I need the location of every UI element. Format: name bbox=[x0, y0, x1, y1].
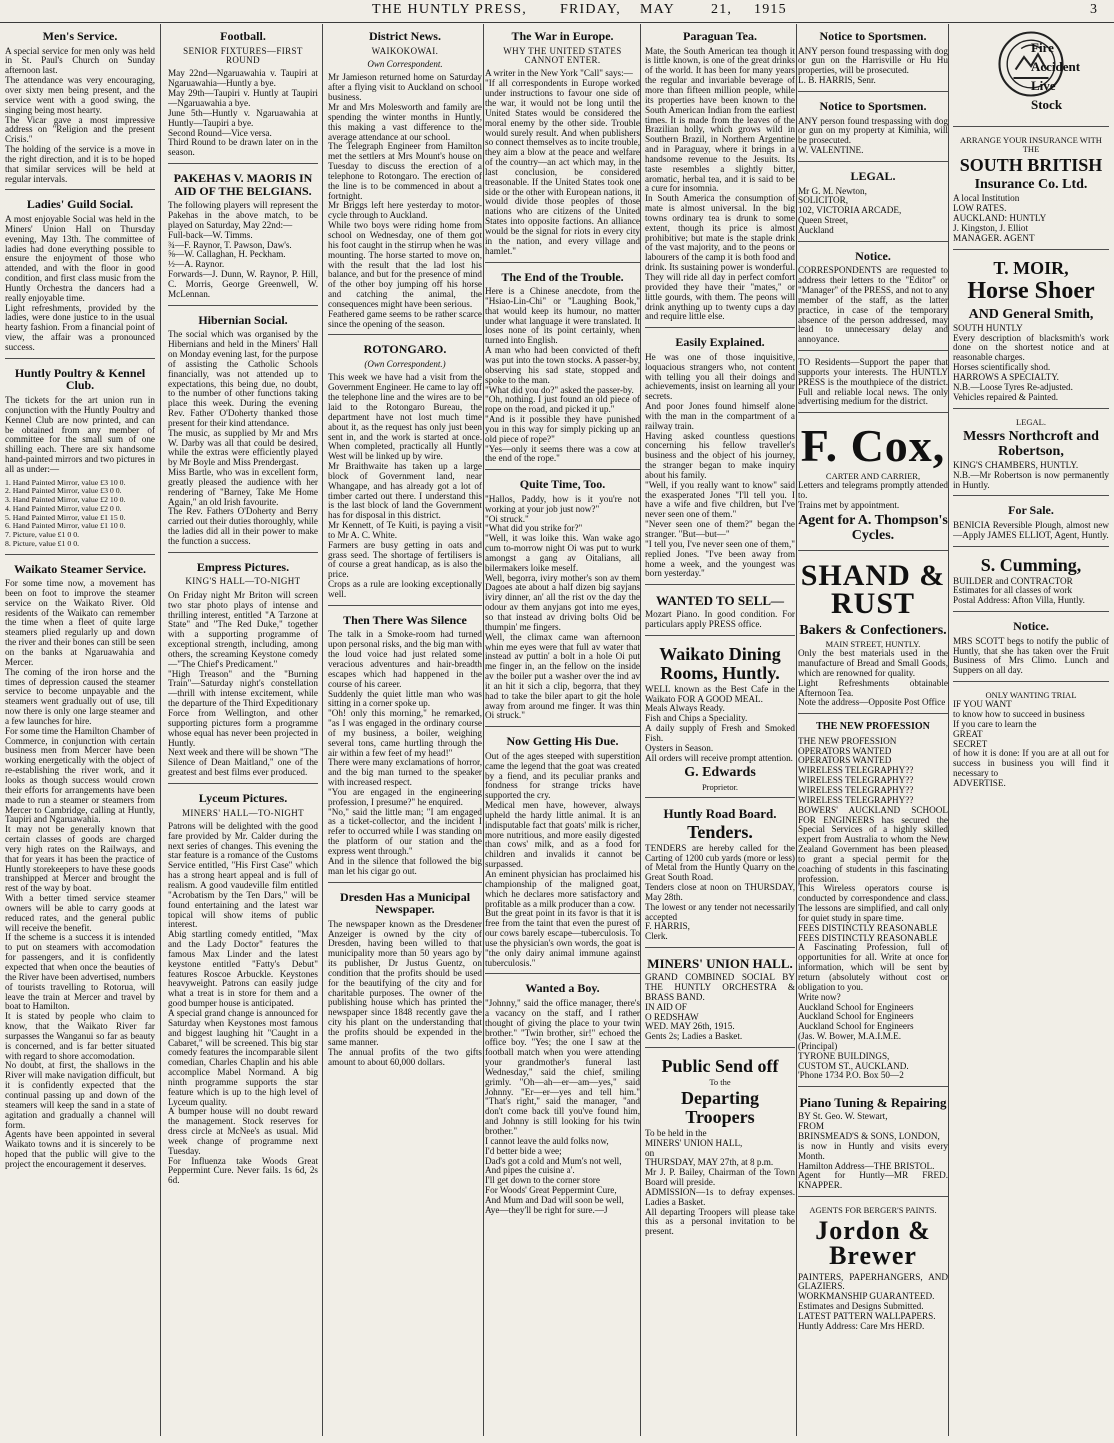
notice-residents bbox=[798, 355, 948, 413]
article-body: Patrons will be delighted with the good fare provided by Mr. Calder during the next series of changes. This evening the star feature is a romance of the Customs Service entitled, "His First Case" which has a strong heart appeal and is full of realism. A good vaudeville film entitled "Acrobatism by the Ten Dars," will be found entertaining and the latest war topical will show items of public interest. Abig startling comedy entitled, "Max and the Lady Doctor" features the famous Max Linder and the latest keystone entitled "Fatty's Debut" features Roscoe Arbuckle. Keystones heavyweight. Patrons can easily judge what a treat is in store for them and a good bumper house is anticipated. A special grand change is announced for Saturday when Keystones most famous and biggest laughing hit "Caught in a Cabaret," will be screened. This big star comedy features the incomparable silent comedian, Charles Chaplin and his able accomplice Mabel Normand. A big ninth programme supports the star feature which is up to the high level of Lyceum quality. A bumper house will no doubt reward the management. Stock reserves for dress circle at McNee's as usual. Mid week change of programme next Tuesday. For Influenza take Woods Great Peppermint Cure. Never fails. 1s 6d, 2s 6d. bbox=[168, 820, 318, 1186]
subheadline: SENIOR FIXTURES—FIRST ROUND bbox=[183, 45, 303, 66]
ad-t-moir bbox=[953, 254, 1109, 409]
article-body: This week we have had a visit from the Government Engineer. He came to lay off the telephone line and the wires are to be laid to the Rotongaro Bureau, the department have not lost much time about it, as the request has only just been sent in, and the work is started at once. When completed, practically all Huntly West will be linked up by wire. Mr Braithwaite has taken up a large block of Government land, near Whangape, and has already got a lot of timber carted out there. I understand this is the last block of land the Government has for disposal in this district. Mr Kennett, of Te Kuiti, is paying a visit to Mr A. C. White. Farmers are busy getting in oats and grass seed. The shortage of fertilisers is of course a great handicap, as is also the price. Crops as a rule are looking exceptionally well. bbox=[328, 372, 482, 599]
notice-body: TO Residents—Support the paper that supports your interests. The HUNTLY PRESS is the mouthpiece of the district. Full and reliable local news. The only advertising medium for the district. bbox=[798, 357, 948, 407]
article-body: The tickets for the art union run in conjunction with the Huntly Poultry and Kennel Club are now printed, and can be obtained from any member of committee for the small sum of one shilling each. There are six handsome hand-painted mirrors and two pictures in all as under:— bbox=[5, 395, 155, 474]
ad-title: T. MOIR, bbox=[993, 257, 1069, 278]
ad-title: ONLY WANTING TRIAL bbox=[985, 690, 1077, 701]
ad-body: Only the best materials used in the manufacture of Bread and Small Goods, which are renowned for quality. Light Refreshments obtainable Afternoon Tea. Note the address—Opposite Post Office bbox=[798, 648, 948, 708]
ad-extra: Agent for A. Thompson's Cycles. bbox=[798, 512, 948, 543]
ad-waikato-dining-rooms bbox=[645, 640, 795, 798]
article-body: Mr Jamieson returned home on Saturday after a flying visit to Auckland on school business. Mr and Mrs Molesworth and family are spending the winter months in Huntly, this making a vast difference to the average attendance at our school. The Telegraph Engineer from Hamilton met the settlers at Mrs Mount's house on Tuesday to discuss the erection of a telephone to Rotongaro. The erection of the line is to be commenced in about a fortnight. Mr Briggs left here yesterday to motor-cycle through to Auckland. While two boys were riding home from school on Wednesday, one of them got his foot caught in the stirrup when he was mounting. The horse started to move on, with the result that the lad lost his balance, and but for the presence of mind of the other boy jumping off his horse and catching the animal, the consequences might have been serious. Feathered game seems to be rather scarce since the opening of the season. bbox=[328, 72, 482, 329]
article-body: A writer in the New York "Call" says:— "If all correspondents in Europe worked under instructions to favour one side of the war, it would not be long until the United States would be considered the moral enemy by the other side. Trouble would surely result. And when publishers so connect themselves as to incite trouble, they aim a blow at the peace and welfare of the country—an act which may, in the last conclusion, be considered treasonable. If the United States took one side or the other with European nations, it would divide those peoples of those nations who are citizens of the United States into opposite factions. An alliance would be the signal for riots in every city in the nation, and every village and hamlet." bbox=[485, 68, 640, 256]
headline: Wanted a Boy. bbox=[525, 981, 600, 996]
page-number: 3 bbox=[1090, 2, 1099, 17]
headline: Hibernian Social. bbox=[198, 312, 288, 327]
ad-title: Piano Tuning & Repairing bbox=[799, 1095, 947, 1111]
article-now-getting-his-due bbox=[485, 731, 640, 974]
list-item: 7. Picture, value £1 0 0. bbox=[5, 530, 80, 540]
ad-body: THE NEW PROFESSION OPERATORS WANTED OPERATORS WANTED WIRELESS TELEGRAPHY?? WIRELESS TELEGRAPHY?? WIRELESS TELEGRAPHY?? WIRELESS TELEGRAPHY?? BOWERS' AUCKLAND SCHOOL FOR ENGINEERS has secured the Special Services of a highly skilled expert from Australia to whom the New Zealand Government has been pleased to grant a special permit for the coaching of students in this fascinating profession. This Wireless operators course is conducted by correspondence and class. The lessons are simplified, and call only for quiet study in spare time. FEES DISTINCTLY REASONABLE FEES DISTINCTLY REASONABLE A Fascinating Profession, full of opportunities for all. Write at once for information, which will be sent by return (absolutely without cost or obligation to you. Write now? Auckland School for Engineers Auckland School for Engineers Auckland School for Engineers (Jas. W. Bower, M.A.I.M.E. (Principal) TYRONE BUILDINGS, CUSTOM ST., AUCKLAND. 'Phone 1734 P.O. Box 50—2 bbox=[798, 735, 948, 1081]
ad-title: SHAND & RUST bbox=[800, 558, 946, 621]
headline: Waikato Steamer Service. bbox=[13, 561, 147, 576]
ad-f-cox bbox=[798, 417, 948, 551]
article-paraguan-tea bbox=[645, 26, 795, 328]
headline: Easily Explained. bbox=[675, 335, 765, 350]
article-body: "Hallos, Paddy, how is it you're not working at your job just now?" "Oi struck." "What did you strike for?" "Well, it was loike this. Wan wake ago cum to-morrow night Oi was put to wurk amongst a gang av Oitalians, all bilermakers loike meself. Well, begorra, iviry mother's son av them Dagoes ate about a half dizen big sayjans iviry dinner, an' all the rist ov the day the odour av them anyjans got into me eyes, so that instead av driving bolts Oid be thumpin' me fingers. Well, the climax came wan afternoon whin me eyes were that full av water that instead av puttin' a bolt in a hole Oi put me finger in, an the fellow on the inside av the boiler put a washer over the ind av it an hit it sich a clip, begorra, that they had to take the biler apart to git the hole away from around me finger. It was thin Oi struck." bbox=[485, 493, 640, 721]
ad-title: AGENTS FOR BERGER'S PAINTS. bbox=[809, 1205, 937, 1216]
headline: Empress Pictures. bbox=[196, 559, 290, 574]
article-rotongaro bbox=[328, 339, 482, 605]
column-divider bbox=[796, 24, 797, 1436]
subheadline: WHY THE UNITED STATES CANNOT ENTER. bbox=[503, 45, 622, 66]
notice-sportsmen-2 bbox=[798, 96, 948, 162]
headline: Then There Was Silence bbox=[343, 612, 467, 627]
headline: Notice. bbox=[855, 248, 891, 263]
article-body: Out of the ages steeped with superstition came the legend that the goat was created by a fiend, and its peculiar pranks and fondness for strange tricks have supported the cry. Medical men have, however, always upheld the hardy little animal. It is an indisputable fact that goats' milk is richer, more nutritious, and more easily digested than cows' milk, and as a food for children and invalids it cannot be surpassed. An eminent physician has proclaimed his championship of the maligned goat, which he declares more satisfactory and profitable as a milk producer than a cow. But the great point in its favor is that it is free from the taint that even the purest of our cows barely escape—tuberculosis. To use the physician's own words, the goat is "the only dairy animal immune against tuberculosis." bbox=[485, 750, 640, 968]
article-body: He was one of those inquisitive, loquacious strangers who, not content with telling you all their doings and achievements, insist on learning all your secrets. And poor Jones found himself alone with the man in the compartment of a railway train. Having asked countless questions concerning his fellow traveller's business and the object of his journey, the stranger began to make inquiry about his family. "Well, if you really want to know" said the exasperated Jones "I'll tell you. I have a wife and five children, but I've never seen one of them." "Never seen one of them?" began the stranger. "But—but—" "I tell you, I've never seen one of them," replied Jones. "I've been away from home a week, and the youngest was born yesterday." bbox=[645, 351, 795, 579]
article-body: Here is a Chinese anecdote, from the "Hsiao-Lin-Chi" or "Laughing Book," that would keep its humour, no matter under what language it were translated. It loses none of its point certainly, when turned into English. A man who had been convicted of theft was put into the town stocks. A passer-by, observing his sad state, stopped and spoke to the man. "What did you do?" asked the passer-by. "Oh, nothing. I just found an old piece of rope on the road, and picked it up." "And is it possible they have punished you in this way for simply picking up an old piece of rope?" "Yes—only it seems there was a cow at the end of the rope." bbox=[485, 286, 640, 464]
notice-body: ANY person found trespassing with dog or gun on my property at Kimihia, will be prosecuted. W. VALENTINE. bbox=[798, 115, 948, 156]
column-4 bbox=[485, 26, 640, 1436]
ad-body: Mr G. M. Newton, SOLICITOR, 102, VICTORIA ARCADE, Queen Street, Auckland bbox=[798, 185, 902, 235]
ad-subtitle: CARTER AND CARRIER, bbox=[825, 471, 921, 481]
article-lyceum-pictures bbox=[168, 788, 318, 1191]
legal-newton bbox=[798, 166, 948, 242]
notice-correspondents bbox=[798, 246, 948, 351]
article-empress-pictures bbox=[168, 557, 318, 784]
paper-month: MAY bbox=[640, 2, 675, 17]
list-item: 6. Hand Painted Mirror, value £1 10 0. bbox=[5, 521, 126, 531]
article-wanted-a-boy bbox=[485, 978, 640, 1220]
column-6 bbox=[798, 26, 948, 1436]
ad-subtitle-2: AND General Smith, bbox=[968, 306, 1094, 322]
paper-year: 1915 bbox=[754, 2, 787, 17]
article-end-of-trouble bbox=[485, 267, 640, 471]
headline: Notice. bbox=[1013, 619, 1049, 634]
column-1 bbox=[5, 26, 155, 1436]
article-body: The talk in a Smoke-room had turned upon personal risks, and the big man with the loud voice had just related some veracious adventures and hair-breadth escapes which had happened in the course of his career. Suddenly the quiet little man who was sitting in a corner spoke up. "Oh! only this morning," he remarked, "as I was engaged in the ordinary course of my business, a boiler, weighing several tons, came hurtling through the air within a few feet of my head!" There were many exclamations of horror, and the big man turned to the speaker with increased respect. "You are engaged in the engineering profession, I presume?" he enquired. "No," said the little man; "I am engaged as a ticket-collector, and the incident I refer to occurred while I was standing on the platform of our station and the express went through." And in the silence that followed the big man let his cigar go out. bbox=[328, 629, 482, 876]
ad-subtitle: Messrs Northcroft and Robertson, bbox=[963, 428, 1099, 459]
ad-subtitle: Horse Shoer bbox=[967, 278, 1095, 305]
subheadline-italic: (Own Correspondent.) bbox=[364, 359, 446, 369]
headline: Huntly Poultry & Kennel Club. bbox=[14, 365, 146, 393]
article-poultry-kennel-club bbox=[5, 363, 155, 555]
ad-public-send-off bbox=[645, 1052, 795, 1242]
headline: Men's Service. bbox=[42, 29, 118, 43]
ad-title: MINERS' UNION HALL. bbox=[647, 956, 793, 972]
notice-body: ANY person found trespassing with dog or gun on the Harrisville or Hu Hu properties, will be prosecuted. L. B. HARRIS, Senr. bbox=[798, 45, 948, 86]
ad-title: Public Send off bbox=[661, 1056, 779, 1077]
ad-body: SOUTH HUNTLY Every description of blacksmith's work done on the shortest notice and at reasonable charges. Horses scientifically shod. HARROWS A SPECIALTY. N.B.—Loose Tyres Re-adjusted. Vehicles repaired & Painted. bbox=[953, 322, 1109, 402]
proprietor-name: G. Edwards bbox=[684, 765, 756, 781]
ad-piano-tuning bbox=[798, 1091, 948, 1197]
article-body: May 22nd—Ngaruawahia v. Taupiri at Ngaruawahia—Huntly a bye. May 29th—Taupiri v. Huntly at Taupiri —Ngaruawahia a bye. June 5th—Huntly v. Ngaruawahia at Huntly—Taupiri a bye. Second Round—Vice versa. Third Round to be drawn later on in the season. bbox=[168, 68, 318, 158]
list-item: 8. Picture, value £1 0 0. bbox=[5, 538, 80, 548]
headline: PAKEHAS V. MAORIS IN AID OF THE BELGIANS. bbox=[173, 171, 313, 198]
article-mens-service bbox=[5, 26, 155, 190]
ad-body: TENDERS are hereby called for the Carting of 1200 cub yards (more or less) of Metal from the Huntly Quarry on the Great South Road. Tenders close at noon on THURSDAY, May 28th. The lowest or any tender not necessarily accepted F. HARRIS, Clerk. bbox=[645, 842, 795, 942]
subheadline: WAIKOKOWAI. bbox=[371, 45, 439, 56]
article-body: A most enjoyable Social was held in the Miners' Union Hall on Thursday evening, May 13th. The committee of ladies had done everything possible to ensure the enjoyment of those who attended, and with the floor in good condition, and first class music from the Huntly Orchestra the dancers had a really enjoyable time. Light refreshments, provided by the ladies, were done justice to in the usual hearty fashion. From a financial point of view, the affair was a pronounced success. bbox=[5, 214, 155, 352]
article-body: The social which was organised by the Hibernians and held in the Miners' Hall on Monday evening last, for the purpose of assisting the Catholic Schools financially, was not attended up to expectations, this being due, no doubt, to the number of other functions taking place this week. During the evening Rev. Father O'Doherty thanked those present for their kind attendance. The music, as supplied by Mr and Mrs W. Darby was all that could be desired, while the extras were efficiently played by Mr Boyle and Miss Prendergast. Miss Bartle, who was in excellent form, greatly pleased the audience with her rendering of "Barney, Take Me Home Again," an old Irish favourite. The Rev. Fathers O'Doherty and Berry carried out their duties thoroughly, while the ladies did all in their power to make the function a success. bbox=[168, 329, 318, 546]
article-district-news bbox=[328, 26, 482, 335]
ad-body: PAINTERS, PAPERHANGERS, AND GLAZIERS. WORKMANSHIP GUARANTEED. Estimates and Designs Submitted. LATEST PATTERN WALLPAPERS. Huntly Address: Care Mrs HERD. bbox=[798, 1271, 948, 1331]
column-divider bbox=[640, 24, 641, 1436]
article-war-in-europe bbox=[485, 26, 640, 263]
ad-wanted-to-sell bbox=[645, 589, 795, 636]
ad-body: A local Institution LOW RATES. AUCKLAND: HUNTLY J. Kingston, J. Elliot MANAGER. AGENT bbox=[953, 193, 1047, 243]
column-divider bbox=[322, 24, 323, 1436]
headline: Ladies' Guild Social. bbox=[26, 197, 134, 212]
ad-title: S. Cumming, bbox=[980, 554, 1082, 575]
article-hibernian-social bbox=[168, 310, 318, 553]
article-football bbox=[168, 26, 318, 164]
article-body: The newspaper known as the Dresdener Anzeiger is owned by the city of Dresden, having been willed to that municipality more than 50 years ago by its publisher, Dr Justus Guentz, on condition that the profits should be used for the beautifying of the city and for charitable purposes. The owner of the publishing house which has printed the newspaper since 1848 recently gave the city his plant on the understanding that the profits should be expended in the same manner. The annual profits of the two gifts amount to about 60,000 dollars. bbox=[328, 918, 482, 1067]
ad-fire-accident bbox=[953, 26, 1109, 127]
ad-huntly-road-board bbox=[645, 802, 795, 948]
article-pakehas-maoris bbox=[168, 168, 318, 306]
ad-body: BY St. Geo. W. Stewart, FROM BRINSMEAD'S & SONS, LONDON, is now in Huntly and visits every Month. Hamilton Address—THE BRISTOL. Agent for Huntly—MR FRED. KNAPPER. bbox=[798, 1111, 948, 1191]
headline: Notice to Sportsmen. bbox=[819, 29, 927, 43]
insurance-banner bbox=[953, 29, 1109, 121]
ad-title: F. Cox, bbox=[800, 420, 946, 472]
subheadline: MINERS' HALL—TO-NIGHT bbox=[181, 807, 305, 818]
ad-shand-rust bbox=[798, 555, 948, 714]
headline: LEGAL. bbox=[850, 168, 896, 183]
list-item: 3. Hand Painted Mirror, value £2 10 0. bbox=[5, 495, 126, 505]
ad-body: BUILDER and CONTRACTOR Estimates for all classes of work Postal Address: Afton Villa, Huntly. bbox=[953, 575, 1085, 606]
ad-subtitle-2: MAIN STREET, HUNTLY. bbox=[825, 639, 921, 650]
paper-title: THE HUNTLY PRESS, bbox=[372, 2, 527, 17]
list-item: 4. Hand Painted Mirror, value £2 0 0. bbox=[5, 503, 122, 513]
paper-date: 21, bbox=[711, 2, 733, 17]
article-body: For some time now, a movement has been on foot to improve the steamer service on the Waikato River. Old residents of the Waikato can remember the time when a fleet of quite large steamers plied regularly up and down the river and their bones can still be seen on the banks at Ngaruawahia and Mercer. The coming of the iron horse and the times of depression caused the steamer service to become unpayable and the steamers went gradually out of use, till now there is only one large steamer and a few launches for hire. For some time the Hamilton Chamber of Commerce, in conjunction with certain business men from Mercer have been working energetically with the object of re-establishing the river work, and it looks as though success would crown their efforts for arrangements have been made to run a steamer or steamers from Mercer to Cambridge, calling at Huntly, Taupiri and Ngaruawahia. It may not be generally known that certain classes of goods are charged very high rates on the Railways, and that for years it has been the practice of Huntly storekeepers to have these goods transhipped at Mercer and brought the rest of the way by boat. With a better timed service steamer owners will be able to carry goods at reduced rates, and the general public will receive the benefit. If the scheme is a success it is intended to put on steamers with accomodation for passengers, and it is confidently expected that when once the beauties of the River have been advertised, numbers of tourists travelling to Rotorua, will leave the train at Mercer and travel by boat to Hamilton. It is stated by people who claim to know, that the Waikato River far surpasses the Wanganui so far as beauty is concerned, and is far better situated with regard to shore accomodation. No doubt, at first, the shallows in the River will make navigation difficult, but it is confidently expected that the continual passing up and down of the steamers will keep the sand in a state of agitation and gradually a channel will form. Agents have been appointed in several Waikato towns and it is sincerely to be hoped that the public will give to the project the encouragement it deserves. bbox=[5, 578, 155, 1169]
column-divider bbox=[160, 24, 161, 1436]
ad-title: Huntly Road Board. bbox=[663, 805, 777, 821]
legal-northcroft-robertson bbox=[953, 413, 1109, 497]
ad-for-sale bbox=[953, 500, 1109, 546]
article-then-there-was-silence bbox=[328, 610, 482, 883]
column-2 bbox=[168, 26, 318, 1436]
paper-day: FRIDAY, bbox=[560, 2, 621, 17]
ad-body: KING'S CHAMBERS, HUNTLY. N.B.—Mr Robertson is now permanently in Huntly. bbox=[953, 459, 1109, 490]
headline: Dresden Has a Municipal Newspaper. bbox=[339, 889, 471, 917]
notice-mrs-scott bbox=[953, 616, 1109, 682]
article-body: Mate, the South American tea though it is little known, is one of the great drinks of the world. It has been for many years the regular and invariable beverage of more than fifteen million people, while its properties have been known to the South American Indian from the earliest times. It is made from the leaves of the Brazilian holly, which grows wild in Southern Brazil, in Northern Argentine and in Paraguay, where it brings in a handsome revenue to the Jesuits. Its taste resembles a slightly bitter, aromatic, herbal tea, and it is said to be a cure for insomnia. In South America the consumption of mate is almost universal. In the big towns ordinary tea is drunk to some extent, though its price is almost prohibitive; but mate is the staple drink of the vast majority, and to the peons or labourers of the camp it is both food and drink. Its sustaining power is wonderful. They will ride all day in perfect comfort provided they have their "mates," or little gourds, with them. The peons will drink anything up to twenty cups a day and require little else. bbox=[645, 45, 795, 322]
article-body: On Friday night Mr Briton will screen two star photo plays of intense and thrilling interest, entitled "A Tarzone at State" and "The Red Duke," together with a supporting programme of exceptional strength, including, among others, the screaming Keystone comedy—"The Chief's Predicament." "High Treason" and the "Burning Train"—Saturday night's constellation—thrill with intense excitement, while the departure of the Third Expeditionary Force from Wellington, and other supporting pictures form a programme whose equal has never been projected in Huntly. Next week and there will be shown "The Silence of Dean Maitland," one of the greatest and best films ever produced. bbox=[168, 589, 318, 778]
ad-body: MRS SCOTT begs to notify the public of Huntly, that she has taken over the Fruit Business of Mrs Climo. Lunch and Suppers on all day. bbox=[953, 635, 1109, 676]
ad-body: Letters and telegrams promptly attended to. Trains met by appointment. bbox=[798, 480, 948, 510]
ad-body: WELL known as the Best Cafe in the Waikato FOR A GOOD MEAL. Meals Always Ready. Fish and Chips a Speciality. A daily supply of Fresh and Smoked Fish. Oysters in Season. All orders will receive prompt attention. bbox=[645, 683, 795, 763]
headline: The End of the Trouble. bbox=[501, 269, 624, 284]
ad-body: Mozart Piano. In good condition. For particulars apply PRESS office. bbox=[645, 609, 795, 630]
ad-south-british bbox=[953, 131, 1109, 250]
column-7 bbox=[953, 26, 1109, 1436]
prize-list bbox=[5, 479, 155, 549]
ad-s-cumming bbox=[953, 551, 1109, 612]
ad-body: To be held in the MINERS' UNION HALL, on THURSDAY, MAY 27th, at 8 p.m. Mr J. P. Bailey, Chairman of the Town Board will preside. ADMISSION—1s to defray expenses. Ladies a Basket. All departing Troopers will please take this as a personal invitation to be present. bbox=[645, 1127, 795, 1237]
article-body: A special service for men only was held in St. Paul's Church on Sunday afternoon last. The attendance was very encouraging, over sixty men being present, and the service went with a good swing, the singing being most hearty. The Vicar gave a most impressive address on "Religion and the present Crisis." The holding of the service is a move in the right direction, and it is to be hoped that similar services will be held at regular intervals. bbox=[5, 45, 155, 184]
ad-new-profession bbox=[798, 718, 948, 1087]
column-5 bbox=[645, 26, 795, 1436]
article-body: "Johnny," said the office manager, there's a vacancy on the staff, and I rather thought of giving the place to your twin brother." "Twin brother, sir!" echoed the office boy. "Yes; the one I saw at the football match when you were attending your grandmother's funeral last Wednesday," said the chief, smiling grimly. "Oh—ah—er—am—yes," said Johnny. "Er—er—yes and tell him." "That's right," said the manager, "and don't come back till you've found him, and Johnny is still looking for his twin brother." I cannot leave the auld folks now, I'd better bide a wee; Dad's got a cold and Mum's not well, And pipes the cuisine a'. I'll get down to the corner store For Woods' Great Peppermint Cure, And Mum and Dad will soon be well, Aye—they'll be right for sure.—J bbox=[485, 998, 640, 1215]
proprietor-role: Proprietor. bbox=[701, 781, 739, 792]
subheadline-italic: Own Correspondent. bbox=[367, 59, 443, 70]
ad-miners-union-hall bbox=[645, 952, 795, 1048]
headline: Quite Time, Too. bbox=[519, 477, 606, 492]
article-steamer-service bbox=[5, 559, 155, 1175]
article-body: The following players will represent the Pakehas in the above match, to be played on Saturday, May 22nd:— Full-back—W. Timms. ¾—F. Raynor, T. Pawson, Daw's. ⅝—W. Callaghan, H. Peckham. ½—A. Raynor. Forwards—J. Dunn, W. Raynor, P. Hill, C. Morris, George Greenwell, W. McLennan. bbox=[168, 200, 318, 299]
headline: For Sale. bbox=[1008, 503, 1054, 518]
subheadline: KING'S HALL—TO-NIGHT bbox=[185, 576, 301, 587]
ad-title: LEGAL. bbox=[1016, 416, 1046, 427]
column-divider bbox=[948, 24, 949, 1436]
headline: THE NEW PROFESSION bbox=[816, 721, 930, 733]
ad-subtitle: Bakers & Confectioners. bbox=[799, 622, 947, 638]
headline: Football. bbox=[220, 29, 266, 43]
ad-subtitle: Jordon & Brewer bbox=[815, 1216, 931, 1270]
article-ladies-guild-social bbox=[5, 194, 155, 358]
article-dresden-newspaper bbox=[328, 887, 482, 1073]
ad-title: WANTED TO SELL— bbox=[655, 593, 785, 609]
headline: ROTONGARO. bbox=[363, 342, 447, 357]
ad-body: GRAND COMBINED SOCIAL BY THE HUNTLY ORCHESTRA & BRASS BAND. IN AID OF O REDSHAW WED. MAY 26th, 1915. Gents 2s; Ladies a Basket. bbox=[645, 972, 795, 1042]
list-item: 1. Hand Painted Mirror, value £3 10 0. bbox=[5, 477, 126, 487]
notice-body: CORRESPONDENTS are requested to address their letters to the "Editor" or "Manager" of the PRESS, and not to any member of the staff, as the latter practice, in case of the temporary absence of the person addressed, may lead to unnecessary delay and annoyance. bbox=[798, 265, 948, 345]
headline: Now Getting His Due. bbox=[506, 734, 619, 749]
list-item: 2. Hand Painted Mirror, value £3 0 0. bbox=[5, 486, 122, 496]
ad-body: BENICIA Reversible Plough, almost new—Apply JAMES ELLIOT, Agent, Huntly. bbox=[953, 520, 1109, 540]
headline: Paraguan Tea. bbox=[682, 29, 757, 43]
headline: The War in Europe. bbox=[511, 29, 614, 43]
ad-subtitle: SOUTH BRITISH bbox=[959, 155, 1103, 176]
ad-subtitle: To the bbox=[709, 1076, 731, 1087]
ad-jordon-brewer bbox=[798, 1201, 948, 1337]
ad-title: ARRANGE YOUR INSURANCE WITH THE bbox=[960, 135, 1102, 155]
headline: Notice to Sportsmen. bbox=[819, 98, 927, 113]
headline: District News. bbox=[369, 29, 441, 43]
article-quite-time-too bbox=[485, 474, 640, 727]
ad-body: IF YOU WANT to know how to succeed in business If you care to learn the GREAT SECRET of how it is done: If you are at all out for success in business you will find it necessary to ADVERTISE. bbox=[953, 699, 1109, 789]
notice-sportsmen-1 bbox=[798, 26, 948, 92]
ad-subtitle-2: Departing Troopers bbox=[681, 1088, 759, 1127]
article-easily-explained bbox=[645, 332, 795, 585]
column-3 bbox=[328, 26, 482, 1436]
masthead bbox=[0, 0, 1114, 23]
list-item: 5. Hand Painted Mirror, value £1 15 0. bbox=[5, 512, 126, 522]
insurance-lines: Fire Accident Live Stock bbox=[1031, 40, 1081, 112]
column-divider bbox=[483, 24, 484, 1436]
headline: Lyceum Pictures. bbox=[198, 790, 288, 805]
ad-subtitle: Tenders. bbox=[687, 821, 753, 842]
ad-title: Waikato Dining Rooms, Huntly. bbox=[659, 643, 781, 683]
ad-subtitle-2: Insurance Co. Ltd. bbox=[974, 177, 1088, 193]
ad-only-wanting-trial bbox=[953, 686, 1109, 794]
